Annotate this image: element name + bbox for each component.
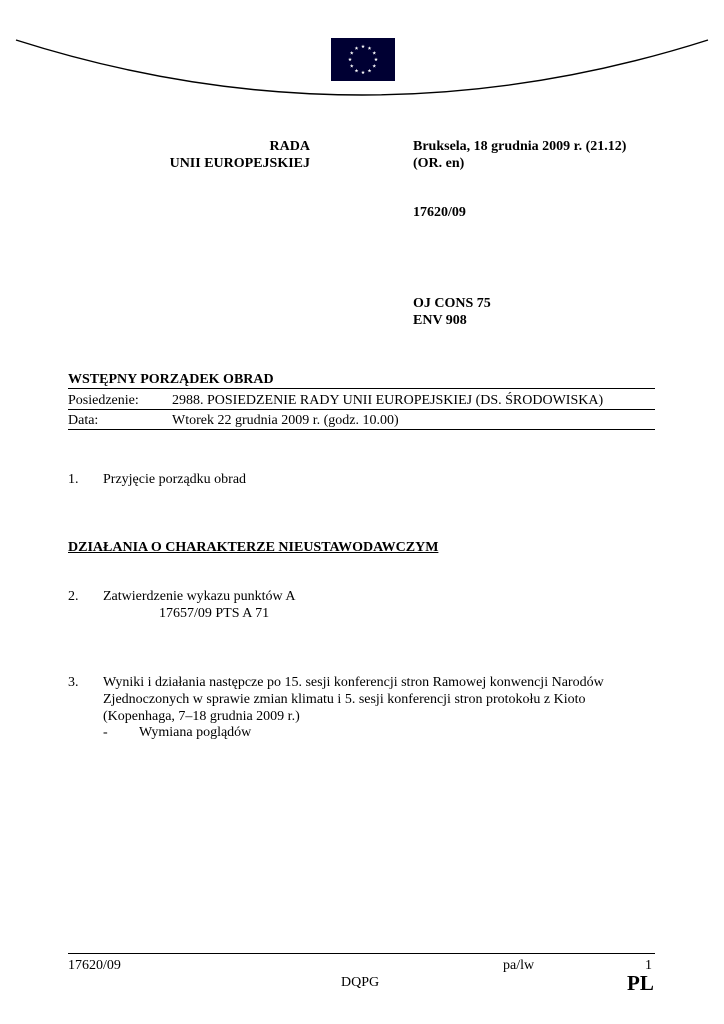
item-3-number: 3. bbox=[68, 675, 79, 690]
divider bbox=[68, 429, 655, 430]
agenda-title: WSTĘPNY PORZĄDEK OBRAD bbox=[68, 372, 274, 387]
document-number: 17620/09 bbox=[413, 205, 466, 220]
section-heading: DZIAŁANIA O CHARAKTERZE NIEUSTAWODAWCZYM bbox=[68, 540, 439, 555]
meeting-value: 2988. POSIEDZENIE RADY UNII EUROPEJSKIEJ (DS. ŚRODOWISKA) bbox=[172, 393, 604, 408]
item-1-text: Przyjęcie porządku obrad bbox=[103, 472, 247, 487]
footer-divider bbox=[68, 953, 655, 954]
item-3-line-2: Zjednoczonych w sprawie zmian klimatu i 5. sesji konferencji stron protokołu z Kioto bbox=[103, 692, 586, 707]
institution-block bbox=[150, 138, 310, 172]
divider bbox=[68, 388, 655, 389]
footer-initials: pa/lw bbox=[503, 958, 535, 973]
footer-language: PL bbox=[627, 971, 654, 995]
item-2-reference: 17657/09 PTS A 71 bbox=[159, 606, 270, 621]
institution-line-2: UNII EUROPEJSKIEJ bbox=[169, 156, 310, 171]
item-3-line-3: (Kopenhaga, 7–18 grudnia 2009 r.) bbox=[103, 709, 300, 724]
footer-doc-number: 17620/09 bbox=[68, 958, 121, 973]
eu-flag-icon bbox=[331, 38, 395, 81]
date-block bbox=[413, 138, 713, 172]
footer-page-number: 1 bbox=[645, 958, 652, 973]
date-place: Bruksela, 18 grudnia 2009 r. (21.12) bbox=[413, 139, 627, 154]
item-3-bullet-marker: - bbox=[103, 725, 108, 740]
document-code-1: OJ CONS 75 bbox=[413, 296, 491, 311]
date-label: Data: bbox=[68, 413, 99, 428]
item-2-text: Zatwierdzenie wykazu punktów A bbox=[103, 589, 296, 604]
meeting-label: Posiedzenie: bbox=[68, 393, 139, 408]
item-3-line-1: Wyniki i działania następcze po 15. sesji konferencji stron Ramowej konwencji Narodów bbox=[103, 675, 604, 690]
footer-department: DQPG bbox=[341, 975, 380, 990]
original-language: (OR. en) bbox=[413, 156, 465, 171]
item-2-number: 2. bbox=[68, 589, 79, 604]
document-code-2: ENV 908 bbox=[413, 313, 467, 328]
date-value: Wtorek 22 grudnia 2009 r. (godz. 10.00) bbox=[172, 413, 399, 428]
item-3-bullet: Wymiana poglądów bbox=[139, 725, 252, 740]
institution-line-1: RADA bbox=[269, 139, 310, 154]
item-1-number: 1. bbox=[68, 472, 79, 487]
divider bbox=[68, 409, 655, 410]
